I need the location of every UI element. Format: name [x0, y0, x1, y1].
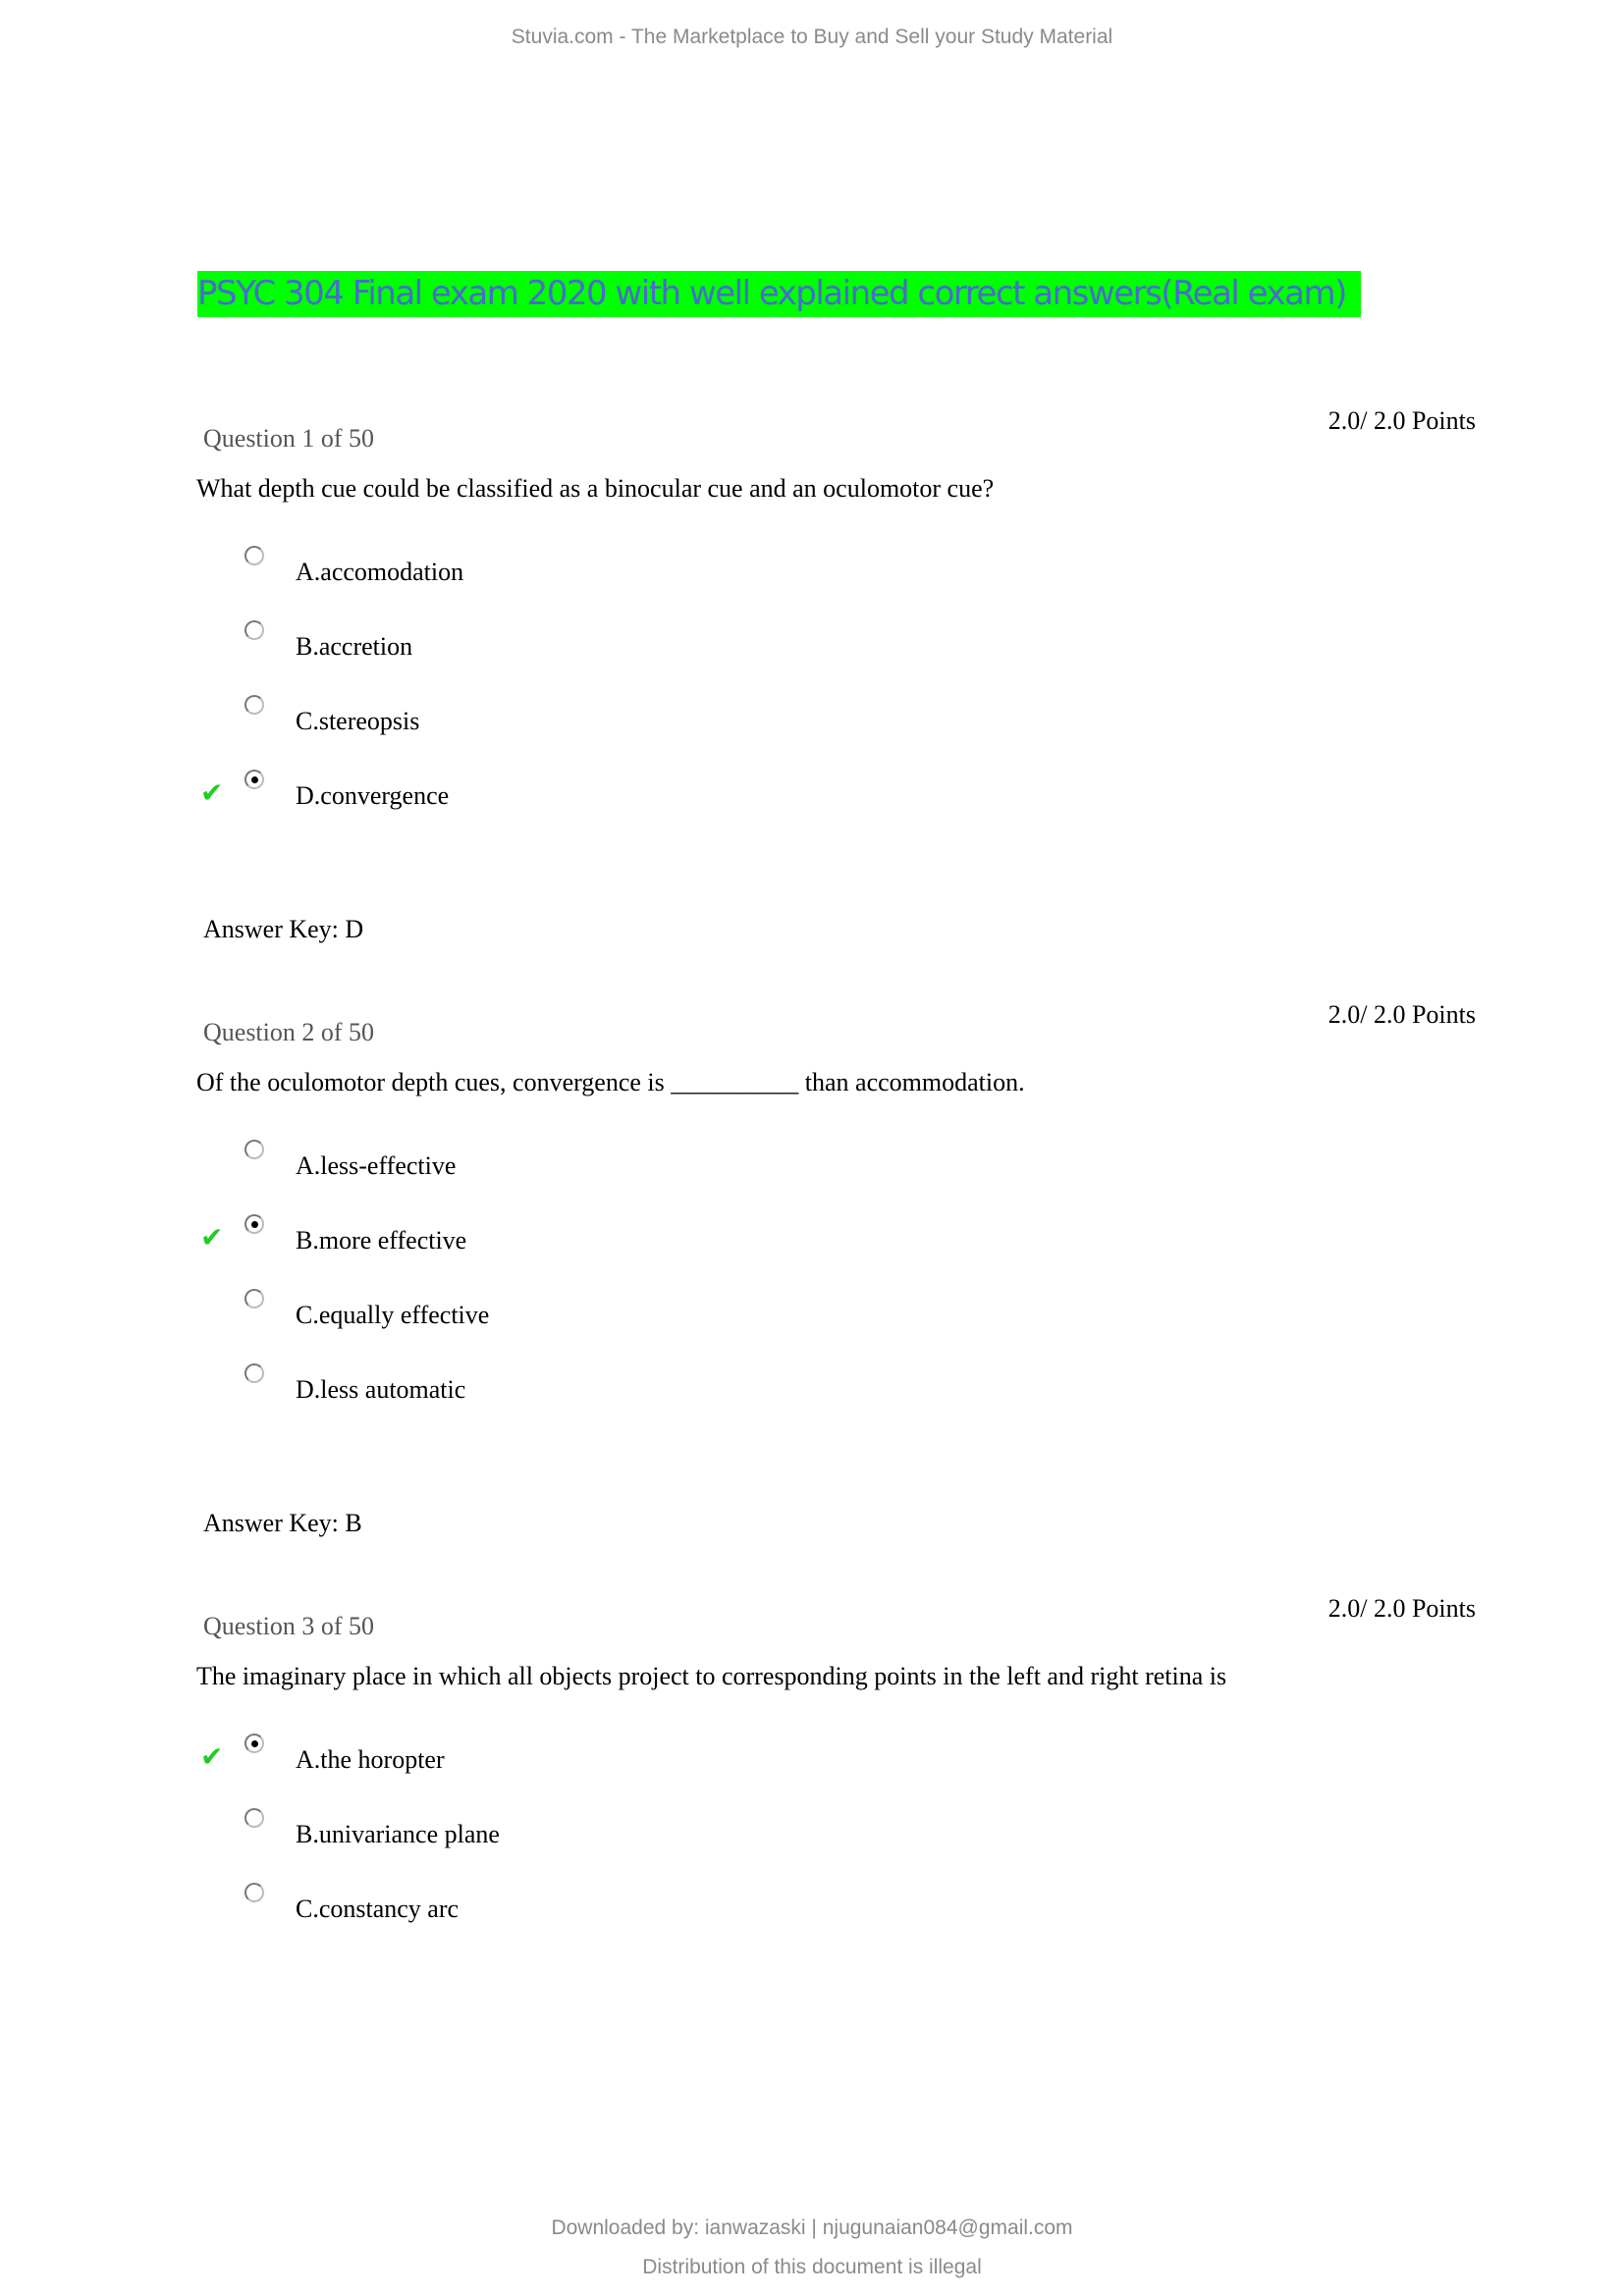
- answer-option[interactable]: [0, 1808, 884, 1867]
- question-block: [0, 996, 1624, 1546]
- option-label: B.more effective: [296, 1226, 467, 1255]
- answer-option[interactable]: [0, 546, 884, 605]
- correct-check-icon: ✔: [200, 776, 224, 809]
- correct-check-icon: ✔: [200, 1740, 224, 1773]
- page-header: Stuvia.com - The Marketplace to Buy and Sell your Study Material: [511, 26, 1113, 48]
- answer-option[interactable]: [0, 1289, 884, 1348]
- option-label: A.accomodation: [296, 558, 464, 586]
- answer-option[interactable]: [0, 1734, 884, 1792]
- answer-option[interactable]: [0, 695, 884, 754]
- radio-button[interactable]: [244, 695, 264, 715]
- option-label: C.stereopsis: [296, 707, 420, 735]
- radio-button[interactable]: [244, 620, 264, 640]
- radio-button[interactable]: [244, 770, 264, 789]
- option-label: A.less-effective: [296, 1151, 457, 1180]
- question-number: Question 1 of 50: [203, 424, 375, 453]
- question-block: [0, 1590, 1624, 2140]
- radio-button[interactable]: [244, 1289, 264, 1308]
- answer-option[interactable]: [0, 770, 884, 828]
- answer-key: Answer Key: D: [203, 915, 364, 943]
- question-points: 2.0/ 2.0 Points: [1327, 406, 1476, 435]
- option-label: B.univariance plane: [296, 1820, 500, 1848]
- radio-button[interactable]: [244, 1140, 264, 1159]
- radio-button[interactable]: [244, 1808, 264, 1828]
- footer-notice: Distribution of this document is illegal: [642, 2256, 982, 2278]
- radio-button[interactable]: [244, 1883, 264, 1902]
- radio-button[interactable]: [244, 1734, 264, 1753]
- answer-option[interactable]: [0, 1140, 884, 1199]
- answer-option[interactable]: [0, 620, 884, 679]
- option-label: C.constancy arc: [296, 1895, 460, 1923]
- question-text: What depth cue could be classified as a binocular cue and an oculomotor cue?: [196, 474, 995, 503]
- radio-button[interactable]: [244, 546, 264, 565]
- answer-option[interactable]: [0, 1214, 884, 1273]
- option-label: C.equally effective: [296, 1301, 490, 1329]
- answer-option[interactable]: [0, 1363, 884, 1422]
- document-title: PSYC 304 Final exam 2020 with well explained correct answers(Real exam): [197, 271, 1361, 317]
- radio-button[interactable]: [244, 1214, 264, 1234]
- question-text: Of the oculomotor depth cues, convergence is __________ than accommodation.: [196, 1068, 1025, 1096]
- question-block: [0, 402, 1624, 952]
- option-label: B.accretion: [296, 632, 413, 661]
- option-label: D.convergence: [296, 781, 450, 810]
- question-points: 2.0/ 2.0 Points: [1327, 1594, 1476, 1623]
- question-text: The imaginary place in which all objects project to corresponding points in the left and right retina is: [196, 1662, 1227, 1690]
- answer-key: Answer Key: B: [203, 1509, 362, 1537]
- question-number: Question 3 of 50: [203, 1612, 375, 1640]
- question-number: Question 2 of 50: [203, 1018, 375, 1046]
- option-label: D.less automatic: [296, 1375, 466, 1404]
- radio-button[interactable]: [244, 1363, 264, 1383]
- answer-option[interactable]: [0, 1883, 884, 1942]
- option-label: A.the horopter: [296, 1745, 445, 1774]
- question-points: 2.0/ 2.0 Points: [1327, 1000, 1476, 1029]
- footer-downloaded: Downloaded by: ianwazaski | njugunaian084@gmail.com: [551, 2216, 1073, 2239]
- correct-check-icon: ✔: [200, 1221, 224, 1254]
